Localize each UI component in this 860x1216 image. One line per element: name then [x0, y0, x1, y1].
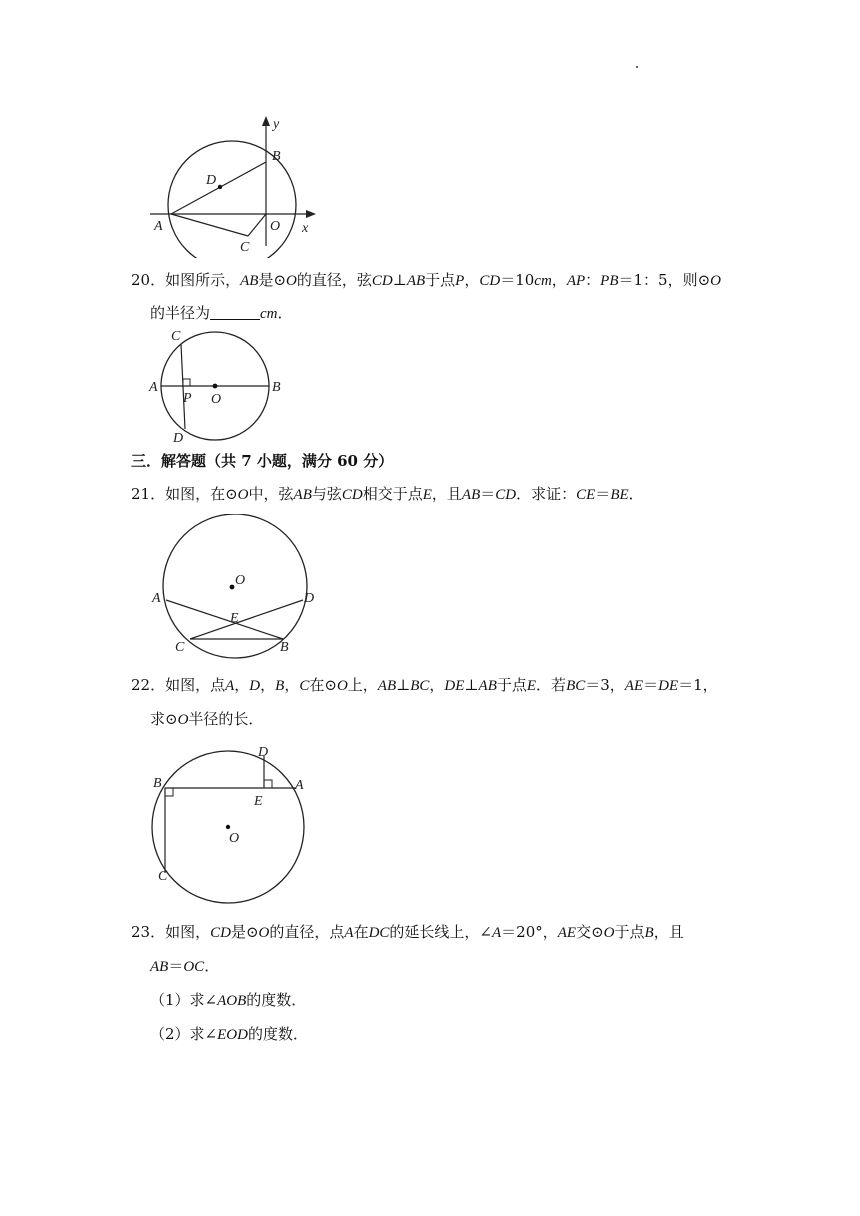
label-p: P: [183, 391, 192, 406]
label-o: O: [235, 573, 246, 588]
segment-co: [248, 214, 266, 236]
label-o: O: [211, 392, 222, 407]
q23-line1: 23．如图，CD是⊙O的直径，点A在DC的延长线上，∠A＝20°，AE交⊙O于点B，且: [131, 923, 684, 941]
label-b: B: [272, 380, 281, 395]
label-d: D: [304, 591, 315, 606]
answer-blank[interactable]: [210, 305, 260, 320]
center-o: [213, 384, 218, 389]
label-d: D: [206, 173, 217, 188]
corner-mark: [636, 66, 638, 68]
figure-q21: [145, 514, 330, 664]
center-o: [226, 825, 230, 829]
label-o: O: [229, 831, 240, 846]
center-d: [218, 185, 222, 189]
label-e: E: [230, 611, 239, 626]
label-a: A: [149, 380, 158, 395]
chord-cd: [190, 600, 303, 639]
q23-sub1: （1）求∠AOB的度数．: [150, 991, 307, 1009]
segment-ac: [171, 214, 248, 236]
label-d: D: [173, 431, 184, 446]
question-number: 20．: [131, 271, 166, 289]
label-y: y: [273, 117, 280, 132]
label-a: A: [154, 219, 163, 234]
label-c: C: [175, 640, 185, 655]
section-header: 三．解答题（共 7 小题，满分 60 分）: [131, 452, 394, 470]
label-a: A: [295, 778, 304, 793]
label-o: O: [270, 219, 281, 234]
q22-line1: 22．如图，点A，D，B，C在⊙O上，AB⊥BC，DE⊥AB于点E．若BC＝3，AE＝DE＝1，: [131, 676, 718, 694]
figure-q22: [145, 740, 315, 908]
label-a: A: [152, 591, 161, 606]
x-axis-arrow: [306, 210, 316, 218]
label-b: B: [280, 640, 289, 655]
label-b: B: [272, 149, 281, 164]
label-x: x: [302, 221, 309, 236]
label-c: C: [158, 869, 168, 884]
q22-line2: 求⊙O半径的长．: [150, 710, 264, 728]
chord-ab: [166, 600, 283, 639]
right-angle-e: [264, 780, 272, 788]
right-angle-mark: [183, 379, 190, 386]
figure-q20: [145, 326, 290, 448]
figure-q19: [140, 108, 330, 258]
right-angle-b: [165, 788, 173, 796]
q23-line2: AB＝OC．: [150, 957, 220, 975]
center-o: [230, 585, 235, 590]
label-c: C: [171, 329, 181, 344]
q20-line1: 20．如图所示，AB是⊙O的直径，弦CD⊥AB于点P，CD＝10cm，AP：PB＝1：5，则⊙O: [131, 271, 721, 289]
q20-line2: 的半径为 cm．: [150, 304, 293, 322]
label-e: E: [254, 794, 263, 809]
label-c: C: [240, 240, 250, 255]
q21-line1: 21．如图，在⊙O中，弦AB与弦CD相交于点E，且AB＝CD．求证：CE＝BE．: [131, 485, 644, 503]
y-axis-arrow: [262, 116, 270, 126]
q23-sub2: （2）求∠EOD的度数．: [150, 1025, 308, 1043]
label-d: D: [258, 745, 269, 760]
label-b: B: [153, 776, 162, 791]
